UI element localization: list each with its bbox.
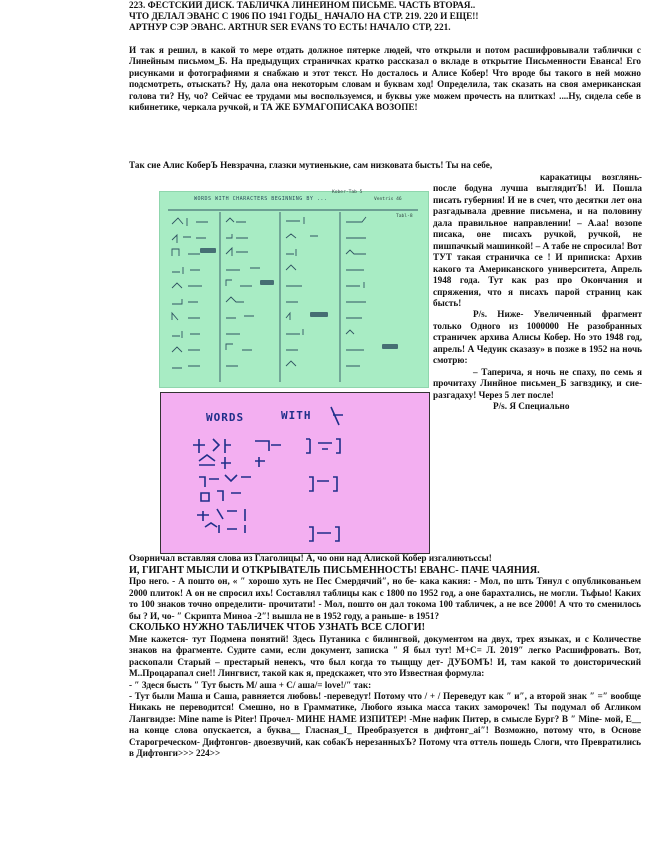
main-body [129, 565, 641, 863]
violet-caption-words: WORDS [206, 411, 245, 424]
side-column [433, 172, 642, 552]
alice-line: Так сие Алис КоберЪ Невзрачна, глазки мутиенькие, сам низковата бысть! Ты на себе, [129, 160, 493, 170]
intro-text: И так я решил, в какой то мере отдать должное пятерке людей, что открыли и потом расшифровывали таблички с Линейным письмом_Б. На предыдущих страничках кратко рассказал о вкладе в открытие Письменности Еванса! Его рисунками и фотографиями я снабжаю и этот текст. Но досталось и Алисе Кобер! Что вроде бы такого в ней можно подсмотреть, отыскать? Ну, дала она некоторым словам и буквам ход! Определила, так сказать на своя американская голова ти? Ну, чо? Сейчас ее трудами мы воспользуемся, и буквы уже можем прочесть на плитках! ....Ну, сидела себе в кибинетике, черкала ручкой, и [129, 45, 641, 113]
line-after-images: Озорничал вставляя слова из Глаголицы! А, чо они над Алиской Кобер изгалиютьссы! [129, 553, 492, 563]
violet-caption-with: WITH [281, 409, 312, 422]
side-signature: P/s. Я Специально [493, 401, 570, 412]
enlarged-fragment-image [160, 392, 430, 554]
intro-emphasis: ТА ЖЕ БУМАГОПИСАКА ВОЗОПЕ! [260, 102, 418, 113]
green-image-note-1: Kober-Tab 5 [332, 190, 363, 195]
side-paragraph-3: – Таперича, я ночь не спаху, по семь я прочитаху Линйное письмен_Б загвздику, и сие- разгадаху! Через 5 лет после! [433, 366, 642, 400]
green-image-note-2: Ventris 46 [374, 197, 402, 202]
substitution-paragraph: Мне кажется- тут Подмена понятий! Здесь Путаника с билингвой, документом на двух, трех языках, и с Количестве знаков на фрагменте. Судите сами, если документ, записка ″ Я был тут! М+С= Л. 2019″ легко Расшифровать. Вот, раскопали Старый – престарый ненекъ, что был когда то тыщщу дет- ДУБОМЪ! И, там какой то доисторический М..Процарапал сие!! Лингвист, такой как я, предскажет, что это Известная формула: [129, 633, 641, 679]
side-paragraph-1: каракатицы возглянь- после бодуна лучша выглядитЪ! И. Пошла писать губерния! И не в счет, что десятки лет она разгадывала древние письмена, и на половину дала правильное направлении! – А.аа! возопе писака, оне писахъ ручкой, ручкой, не пишпачкый машинкой! – А табе не спросила! Вот ТУТ такая страничка се ! И приписка: Архив какого та Американского университета, Апрель 1948 года. Тут как раз про Окончания и спряжения, что я писахъ парой страниц как бысть! [433, 172, 642, 308]
evans-paragraph: Про него. - А пошто он, « ″ хорошо хуть не Пес Смердячий″, но бе- кака какия: - Мол, по шть Тянул с опубликованьем 2000 плиток! А он не спросил ихь! Составлял таблицы как с 1800 по 1952 год, а оне барахтались, не могли. Тьфыо! Каких то 100 знаков точно определити- прочитати! - Мол, пошто он дал токома 100 табличек, а не все 2000! А что то сменилось бы ? И, чо- ″ Скрипта Миноа -2″! вышла не в 1952 году, а раньше- в 1951? [129, 576, 641, 621]
side-paragraph-2: P/s. Ниже- Увеличенный фрагмент только Одного из 1000000 Не разобранных страничек архива Алисы Кобер. Но это 1948 год, апрель! А Чедуик сказазу» в позже в 1952 на ночь смотрю: [433, 309, 642, 366]
page-header-line-3: АРТНУР СЭР ЭВАНС. ARTHUR SER EVANS ТО ЕСТЬ! НАЧАЛО СТР, 221. [129, 23, 451, 33]
page-header-line-2: ЧТО ДЕЛАЛ ЭВАНС С 1906 ПО 1941 ГОДЫ_ НАЧАЛО НА СТР. 219. 220 И ЕЩЕ!! [129, 12, 479, 22]
green-image-title: WORDS WITH CHARACTERS BEGINNING BY ... [194, 196, 328, 202]
evans-heading: И, ГИГАНТ МЫСЛИ И ОТКРЫВАТЕЛЬ ПИСЬМЕННОСТЬ! ЕВАНС- ПАЧЕ ЧАЯНИЯ. [129, 565, 540, 576]
green-image-note-3: Tabl-8 [396, 214, 413, 219]
tablets-heading: СКОЛЬКО НУЖНО ТАБЛИЧЕК ЧТОБ УЗНАТЬ ВСЕ СЛОГИ! [129, 622, 425, 634]
violet-image-signs [161, 393, 429, 553]
kober-archive-page-image [159, 191, 429, 388]
intro-paragraph [129, 45, 641, 160]
green-image-scribbles [160, 192, 428, 387]
masha-paragraph: - Тут были Маша и Саша, равняется любовь! -переведут! Потому что / + / Переведут как ″ и″, а второй знак ″ =″ вообще Никакь не переводится! Смешно, но в Грамматике, Любого языка масса таких заморочек! Ты подумал об Агликом Лангвидзе: Mine name is Piter! Прочел- МИНЕ НАМЕ ИЗПИТЕР! -Мне нафик Питер, в смысле Бург? В ″ Mine- мой, Е__ на конце слова опускается, а буква__ Гласная_I_ Преобразуется в дифтонг_ai″! Возможно, потому что, в Основе Старогреческом- Дифтонгов- двоезвучий, как собакЪ нерезанныхЪ? Потому чта оттель пошедь Слоги, что Превратились в Дифтонги>>> 224>> [129, 690, 641, 759]
page-header-line-1: 223. ФЕСТСКИЙ ДИСК. ТАБЛИЧКА ЛИНЕЙНОМ ПИСЬМЕ. ЧАСТЬ ВТОРАЯ.. [129, 1, 476, 11]
formula-line: - ″ Здеся бысть ″ Тут бысть М/ аша + С/ аша/= love!/″ так: [129, 679, 372, 690]
